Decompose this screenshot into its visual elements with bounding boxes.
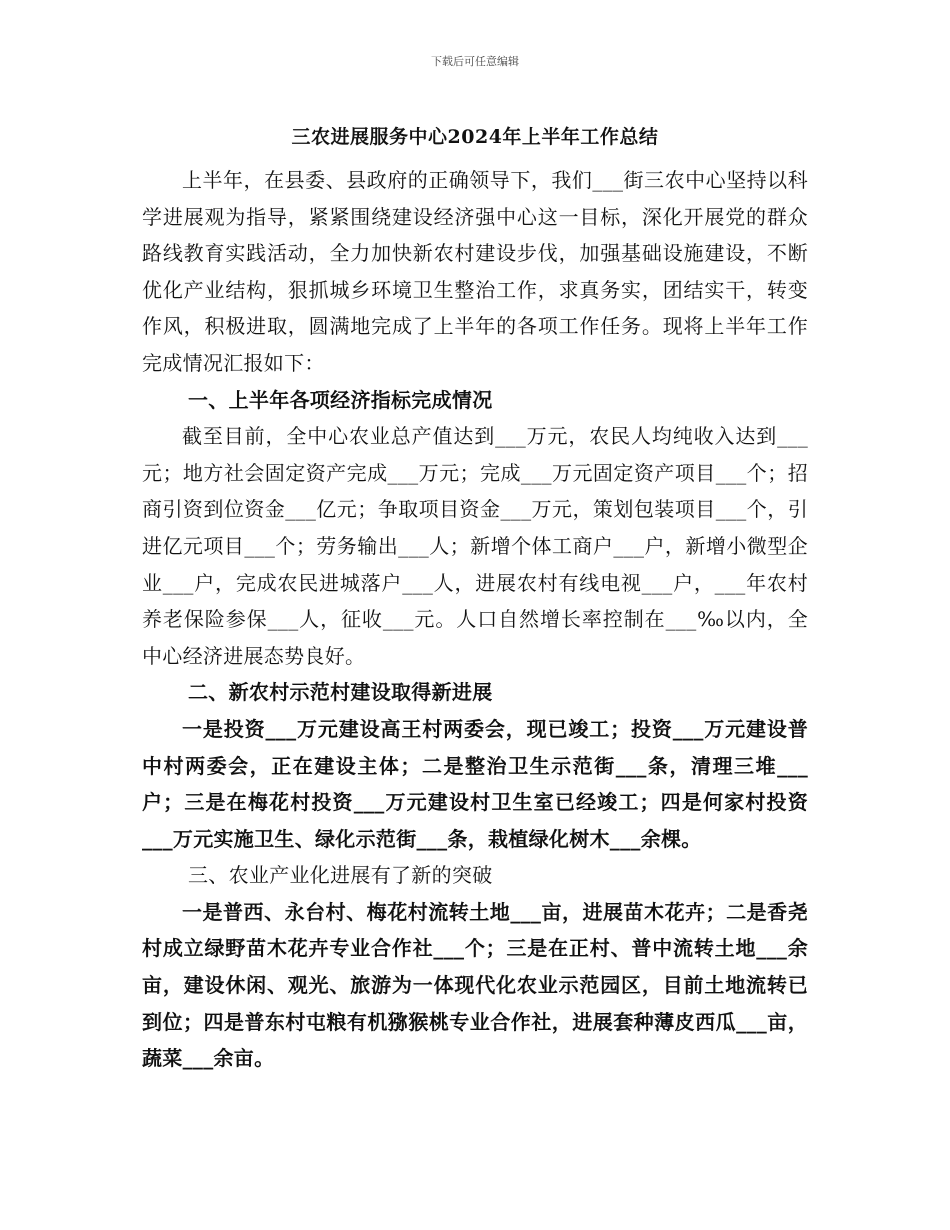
header-note: 下载后可任意编辑	[431, 55, 519, 68]
section-paragraph-2: 一是投资___万元建设高王村两委会，现已竣工；投资___万元建设普中村两委会，正在建设主体；二是整治卫生示范街___条，清理三堆___户；三是在梅花村投资___万元建设村卫生室已经竣工；四是何家村投资___万元实施卫生、绿化示范街___条，栽植绿化树木___余棵。	[142, 716, 808, 851]
document-title: 三农进展服务中心2024年上半年工作总结	[291, 126, 659, 148]
section-heading-2: 二、新农村示范村建设取得新进展	[188, 680, 493, 705]
document-body	[142, 162, 808, 1077]
section-paragraph-3: 一是普西、永台村、梅花村流转土地___亩，进展苗木花卉；二是香尧村成立绿野苗木花卉专业合作社___个；三是在正村、普中流转土地___余亩，建设休闲、观光、旅游为一体现代化农业示范园区，目前土地流转已到位；四是普东村屯粮有机猕猴桃专业合作社，进展套种薄皮西瓜___亩，蔬菜___余亩。	[142, 899, 808, 1071]
intro-paragraph: 上半年，在县委、县政府的正确领导下，我们___街三农中心坚持以科学进展观为指导，紧紧围绕建设经济强中心这一目标，深化开展党的群众路线教育实践活动，全力加快新农村建设步伐，加强基础设施建设，不断优化产业结构，狠抓城乡环境卫生整治工作，求真务实，团结实干，转变作风，积极进取，圆满地完成了上半年的各项工作任务。现将上半年工作完成情况汇报如下：	[142, 168, 808, 375]
section-heading-3: 三、农业产业化进展有了新的突破	[188, 863, 493, 888]
section-paragraph-1: 截至目前，全中心农业总产值达到___万元，农民人均纯收入达到___元；地方社会固定资产完成___万元；完成___万元固定资产项目___个；招商引资到位资金___亿元；争取项目资金___万元，策划包装项目___个，引进亿元项目___个；劳务输出___人；新增个体工商户___户，新增小微型企业___户，完成农民进城落户___人，进展农村有线电视___户，___年农村养老保险参保___人，征收___元。人口自然增长率控制在___‰以内，全中心经济进展态势良好。	[142, 424, 808, 668]
section-heading-1: 一、上半年各项经济指标完成情况	[188, 387, 493, 412]
